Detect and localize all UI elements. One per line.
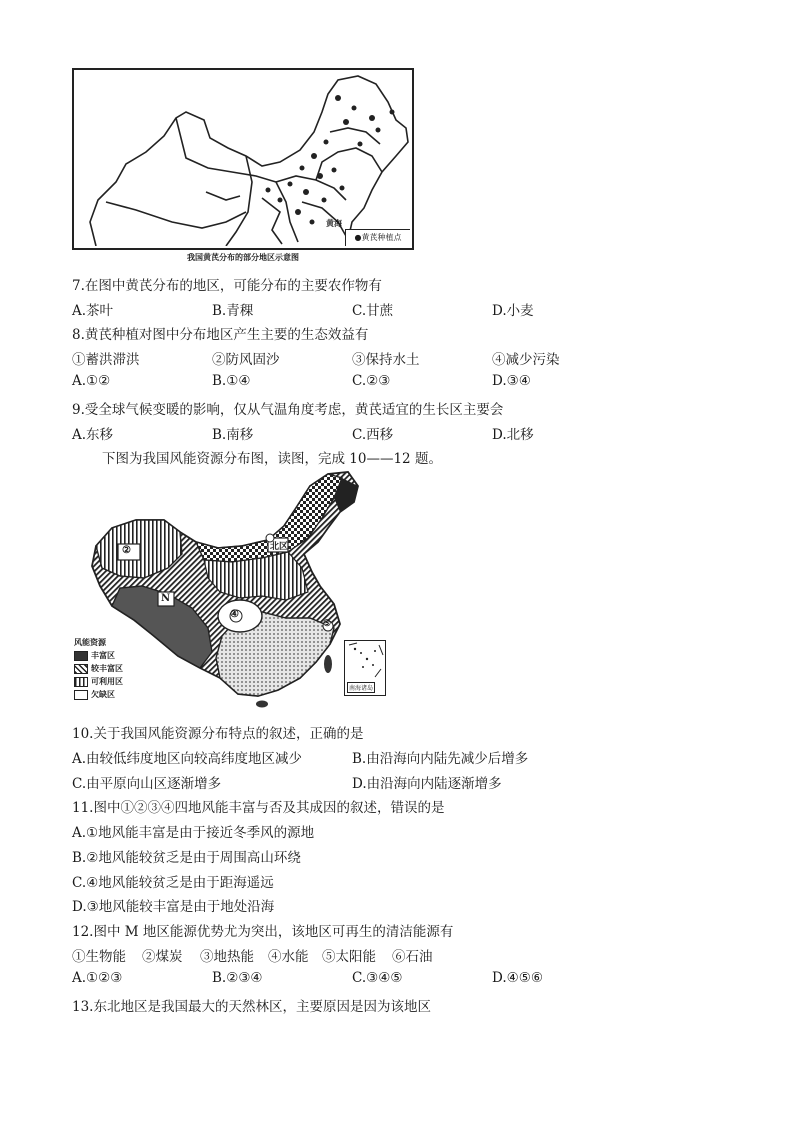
q9-option-b[interactable]: B.南移	[212, 427, 254, 443]
q12-option-d[interactable]: D.④⑤⑥	[492, 970, 543, 986]
swatch-rich-icon	[74, 651, 88, 661]
huangqi-distribution-map	[72, 68, 414, 264]
china-province-outline	[76, 72, 410, 246]
marker-n: N	[161, 593, 171, 604]
marker-2: ②	[122, 545, 131, 556]
q12-option-a[interactable]: A.①②③	[72, 970, 123, 986]
legend-relatively-rich-label: 较丰富区	[91, 663, 123, 673]
south-china-sea-inset	[344, 640, 386, 696]
inset-label: 南海诸岛	[347, 682, 375, 693]
q8-option-d[interactable]: D.③④	[492, 373, 531, 389]
swatch-lacking-icon	[74, 690, 88, 700]
q12-option-b[interactable]: B.②③④	[212, 970, 263, 986]
q7-stem: 7.在图中黄芪分布的地区，可能分布的主要农作物有	[72, 278, 382, 294]
legend-rich	[74, 649, 123, 662]
q10-option-c[interactable]: C.由平原向山区逐渐增多	[72, 776, 222, 792]
swatch-usable-icon	[74, 677, 88, 687]
legend-usable	[74, 675, 123, 688]
yellow-sea-label: 黄海	[326, 218, 342, 228]
q11-option-d[interactable]: D.③地风能较丰富是由于地处沿海	[72, 899, 275, 915]
legend-title: 风能资源	[74, 637, 106, 647]
q10-option-b[interactable]: B.由沿海向内陆先减少后增多	[352, 751, 529, 767]
q12-item-2: ②煤炭	[142, 949, 183, 965]
inset-islands	[345, 641, 385, 681]
q9-option-a[interactable]: A.东移	[72, 427, 114, 443]
legend-lacking-label: 欠缺区	[91, 689, 115, 699]
q7-option-a[interactable]: A.茶叶	[72, 303, 114, 319]
map1-legend: ●黄芪种植点	[345, 229, 410, 246]
legend-lacking	[74, 688, 123, 701]
legend-usable-label: 可利用区	[91, 676, 123, 686]
wind-energy-map	[72, 468, 392, 708]
q10-stem: 10.关于我国风能资源分布特点的叙述，正确的是	[72, 726, 364, 742]
q8-option-a[interactable]: A.①②	[72, 373, 111, 389]
q12-stem: 12.图中 M 地区能源优势尤为突出，该地区可再生的清洁能源有	[72, 924, 454, 940]
q11-option-b[interactable]: B.②地风能较贫乏是由于周围高山环绕	[72, 850, 301, 866]
q11-stem: 11.图中①②③④四地风能丰富与否及其成因的叙述，错误的是	[72, 800, 445, 816]
q8-item-2: ②防风固沙	[212, 352, 280, 368]
map1-caption: 我国黄芪分布的部分地区示意图	[187, 252, 299, 262]
q7-option-c[interactable]: C.甘蔗	[352, 303, 394, 319]
q8-option-b[interactable]: B.①④	[212, 373, 251, 389]
q12-item-1: ①生物能	[72, 949, 126, 965]
q12-item-4: ④水能	[268, 949, 309, 965]
q11-option-a[interactable]: A.①地风能丰富是由于接近冬季风的源地	[72, 825, 315, 841]
north-region-label: 北区	[270, 542, 289, 552]
legend-rich-label: 丰富区	[91, 650, 115, 660]
q10-option-a[interactable]: A.由较低纬度地区向较高纬度地区减少	[72, 751, 303, 767]
swatch-relatively-rich-icon	[74, 664, 88, 674]
marker-5: ⑤	[323, 619, 332, 629]
q10-option-d[interactable]: D.由沿海向内陆逐渐增多	[352, 776, 502, 792]
q8-stem: 8.黄芪种植对图中分布地区产生主要的生态效益有	[72, 327, 369, 343]
q9-option-c[interactable]: C.西移	[352, 427, 394, 443]
q12-item-5: ⑤太阳能	[322, 949, 376, 965]
q8-option-c[interactable]: C.②③	[352, 373, 391, 389]
wind-map-legend	[74, 636, 123, 701]
section-intro: 下图为我国风能资源分布图，读图，完成 10——12 题。	[102, 451, 442, 467]
q8-item-3: ③保持水土	[352, 352, 420, 368]
marker-4: ④	[230, 609, 239, 620]
q8-item-4: ④减少污染	[492, 352, 560, 368]
q8-item-1: ①蓄洪滞洪	[72, 352, 140, 368]
q12-option-c[interactable]: C.③④⑤	[352, 970, 403, 986]
q9-stem: 9.受全球气候变暖的影响，仅从气温角度考虑，黄芪适宜的生长区主要会	[72, 402, 504, 418]
q13-stem: 13.东北地区是我国最大的天然林区，主要原因是因为该地区	[72, 999, 431, 1015]
q11-option-c[interactable]: C.④地风能较贫乏是由于距海遥远	[72, 875, 274, 891]
legend-relatively-rich	[74, 662, 123, 675]
map1-frame	[72, 68, 414, 250]
q12-item-3: ③地热能	[200, 949, 254, 965]
q7-option-b[interactable]: B.青稞	[212, 303, 254, 319]
q12-item-6: ⑥石油	[392, 949, 433, 965]
q9-option-d[interactable]: D.北移	[492, 427, 534, 443]
q7-option-d[interactable]: D.小麦	[492, 303, 534, 319]
